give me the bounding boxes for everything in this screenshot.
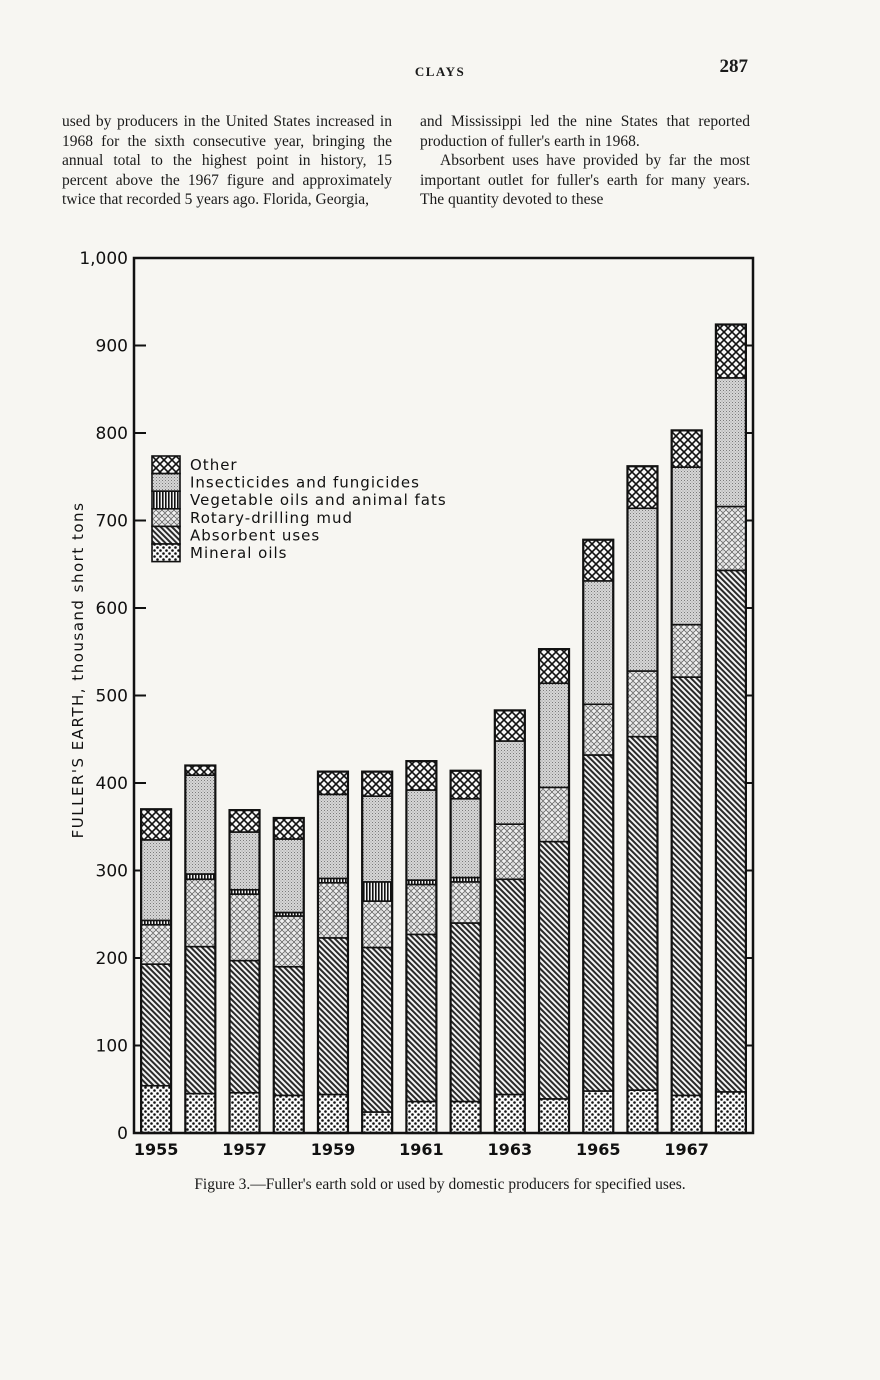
bar-segment <box>716 378 746 507</box>
y-tick-label: 400 <box>95 774 128 794</box>
y-tick-label: 200 <box>95 949 128 969</box>
bar-segment <box>627 671 657 737</box>
bar-segment <box>672 467 702 625</box>
bar-segment <box>185 1094 215 1133</box>
x-axis-ticks <box>134 1140 709 1159</box>
y-axis-title-group <box>69 502 87 839</box>
bar-segment <box>318 772 348 795</box>
bar-segment <box>406 761 436 790</box>
bar-segment <box>627 466 657 508</box>
bar-segment <box>185 766 215 776</box>
bar-segment <box>230 961 260 1093</box>
x-tick-label: 1963 <box>487 1140 533 1159</box>
bar-segment <box>672 1095 702 1133</box>
bar-segment <box>495 710 525 741</box>
bar-segment <box>141 809 171 840</box>
bar-segment <box>716 1092 746 1133</box>
bar-segment <box>362 1112 392 1133</box>
bar-segment <box>539 1099 569 1133</box>
bar-segment <box>451 1102 481 1134</box>
bar-segment <box>274 818 304 839</box>
bar-segment <box>627 737 657 1091</box>
bar-segment <box>362 901 392 947</box>
bar-segment <box>539 787 569 841</box>
x-tick-label: 1965 <box>575 1140 621 1159</box>
bar-segment <box>539 842 569 1099</box>
y-tick-label: 300 <box>95 861 128 882</box>
bar-segment <box>716 325 746 378</box>
bar-segment <box>274 1095 304 1133</box>
bar-segment <box>274 839 304 913</box>
bar-segment <box>495 824 525 879</box>
y-tick-label: 700 <box>95 511 128 532</box>
bar-segment <box>451 923 481 1102</box>
legend-label: Insecticides and fungicides <box>190 473 420 492</box>
legend-swatch <box>152 526 180 544</box>
paragraph-left: used by producers in the United States increased in 1968 for the sixth consecutive year, bringing the annual total to the highest point in history, 15 percent above the 1967 figure and approximately twice that recorded 5 years ago. Florida, Georgia, <box>62 113 392 209</box>
y-tick-label: 800 <box>95 424 128 444</box>
bar-segment <box>185 775 215 874</box>
bar-segment <box>539 649 569 683</box>
legend-swatch <box>152 491 180 509</box>
running-header: CLAYS <box>414 64 466 79</box>
x-tick-label: 1957 <box>222 1140 267 1159</box>
bar-segment <box>362 882 392 901</box>
bar-segment <box>539 683 569 787</box>
x-tick-label: 1959 <box>310 1140 356 1159</box>
figure-caption: Figure 3.—Fuller's earth sold or used by domestic producers for specified uses. <box>194 1176 686 1193</box>
y-tick-label: 500 <box>95 686 128 707</box>
legend-swatch <box>152 474 180 492</box>
bar-segment <box>141 1086 171 1133</box>
bar-segment <box>583 755 613 1091</box>
legend-swatch <box>152 509 180 527</box>
bar-segment <box>672 677 702 1095</box>
bar-segment <box>716 507 746 571</box>
bar-segment <box>406 1102 436 1134</box>
bar-segment <box>318 938 348 1095</box>
bar-segment <box>583 1091 613 1133</box>
bar-segment <box>583 704 613 755</box>
legend-label: Mineral oils <box>190 544 288 562</box>
bar-segment <box>672 625 702 678</box>
legend-label: Rotary-drilling mud <box>190 508 353 527</box>
legend-label: Vegetable oils and animal fats <box>190 491 447 510</box>
bar-segment <box>362 948 392 1113</box>
bar-segment <box>627 1090 657 1133</box>
bar-segment <box>230 894 260 961</box>
bar-segment <box>318 883 348 938</box>
bar-segment <box>185 947 215 1094</box>
x-tick-label: 1961 <box>399 1140 444 1159</box>
bars <box>141 325 746 1134</box>
bar-segment <box>495 879 525 1094</box>
bar-segment <box>627 508 657 671</box>
plot-frame <box>134 258 753 1133</box>
bar-segment <box>495 741 525 824</box>
y-axis-title: FULLER'S EARTH, thousand short tons <box>69 501 87 839</box>
legend <box>152 456 447 562</box>
bar-segment <box>230 1093 260 1133</box>
bar-segment <box>141 964 171 1086</box>
bar-segment <box>185 879 215 946</box>
paragraph-right-1: and Mississippi led the nine States that reported production of fuller's earth in 1968. <box>420 113 750 150</box>
legend-label: Absorbent uses <box>190 526 321 545</box>
bar-segment <box>716 570 746 1092</box>
bar-segment <box>495 1095 525 1134</box>
bar-segment <box>362 772 392 797</box>
y-tick-label: 1,000 <box>79 249 128 269</box>
bar-segment <box>141 925 171 964</box>
legend-swatch <box>152 456 180 474</box>
legend-swatch <box>152 544 180 562</box>
bar-segment <box>583 540 613 581</box>
bar-segment <box>583 581 613 704</box>
bar-segment <box>274 967 304 1096</box>
x-tick-label: 1955 <box>133 1140 179 1159</box>
paragraph-right-2: Absorbent uses have provided by far the most important outlet for fuller's earth for many years. The quantity devoted to these <box>420 152 750 209</box>
bar-segment <box>406 885 436 935</box>
bar-segment <box>406 934 436 1101</box>
legend-label: Other <box>190 456 238 474</box>
x-tick-label: 1967 <box>664 1140 709 1159</box>
y-tick-label: 600 <box>95 599 128 619</box>
bar-segment <box>141 840 171 921</box>
y-tick-label: 900 <box>95 336 128 357</box>
bar-segment <box>230 832 260 890</box>
page-number: 287 <box>719 56 748 77</box>
y-tick-label: 0 <box>117 1124 128 1144</box>
bar-segment <box>451 882 481 923</box>
y-tick-label: 100 <box>95 1036 128 1057</box>
bar-segment <box>451 771 481 799</box>
bar-segment <box>406 790 436 880</box>
bar-segment <box>362 796 392 882</box>
bar-segment <box>451 799 481 878</box>
bar-segment <box>230 810 260 832</box>
bar-segment <box>672 430 702 467</box>
bar-segment <box>274 916 304 967</box>
bar-segment <box>318 1095 348 1134</box>
bar-segment <box>318 794 348 878</box>
